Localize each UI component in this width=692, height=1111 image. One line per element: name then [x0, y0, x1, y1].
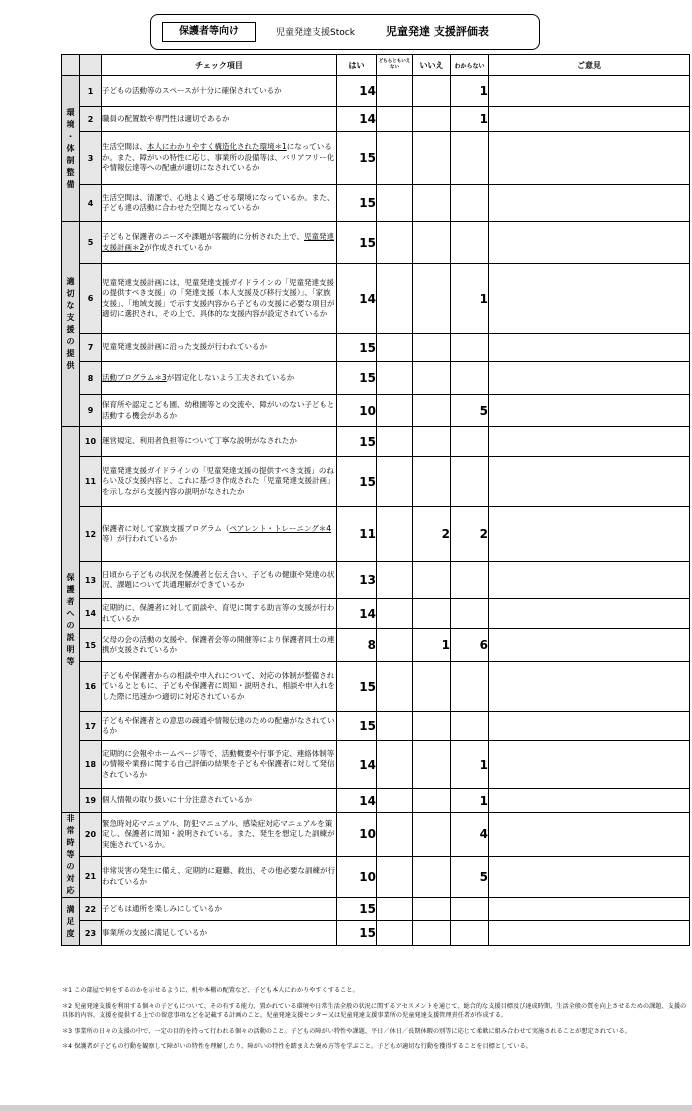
- check-item-fragment: が固定化しないよう工夫されているか: [166, 372, 295, 382]
- table-row: [62, 427, 690, 457]
- neither-count: [377, 789, 413, 813]
- neither-count: [377, 264, 413, 334]
- opinion-cell: [489, 427, 690, 457]
- footnote-term: ペアレント・トレーニング＊4: [229, 523, 332, 533]
- unknown-count: [451, 334, 489, 362]
- unknown-count: 1: [451, 264, 489, 334]
- opinion-cell: [489, 813, 690, 857]
- category-char: 応: [66, 886, 75, 895]
- unknown-count: [451, 185, 489, 222]
- opinion-cell: [489, 898, 690, 921]
- unknown-count: 1: [451, 741, 489, 789]
- no-count: [413, 362, 451, 395]
- category-cell: [62, 222, 80, 427]
- yes-count: 15: [337, 712, 377, 741]
- yes-count: 13: [337, 562, 377, 599]
- category-char: 備: [66, 179, 75, 189]
- no-count: [413, 107, 451, 132]
- neither-count: [377, 856, 413, 897]
- table-row: [62, 334, 690, 362]
- unknown-count: 1: [451, 107, 489, 132]
- audience-label: 保護者等向け: [162, 22, 256, 42]
- category-char: 常: [66, 826, 75, 835]
- item-number: 22: [80, 898, 102, 921]
- yes-count: 10: [337, 856, 377, 897]
- category-char: 明: [66, 644, 75, 654]
- opinion-cell: [489, 507, 690, 562]
- neither-count: [377, 132, 413, 185]
- yes-count: 11: [337, 507, 377, 562]
- no-count: [413, 132, 451, 185]
- yes-count: 14: [337, 264, 377, 334]
- unknown-count: 1: [451, 789, 489, 813]
- opinion-header: ご意見: [489, 55, 690, 76]
- category-char: 援: [66, 325, 75, 334]
- table-row: [62, 457, 690, 507]
- item-number: 18: [80, 741, 102, 789]
- category-char: 体: [66, 143, 75, 153]
- unknown-count: 1: [451, 76, 489, 107]
- category-char: 者: [66, 596, 75, 606]
- neither-count: [377, 362, 413, 395]
- item-number: 4: [80, 185, 102, 222]
- category-char: 等: [66, 656, 75, 666]
- item-number: 14: [80, 599, 102, 629]
- category-char: の: [66, 862, 75, 871]
- no-count: [413, 427, 451, 457]
- header-row: [62, 55, 690, 76]
- yes-count: 15: [337, 132, 377, 185]
- neither-count: [377, 222, 413, 264]
- yes-count: 15: [337, 427, 377, 457]
- page-bottom-bar: [0, 1105, 692, 1111]
- item-number: 21: [80, 856, 102, 897]
- category-cell: [62, 427, 80, 813]
- opinion-cell: [489, 457, 690, 507]
- table-row: [62, 789, 690, 813]
- opinion-cell: [489, 921, 690, 946]
- footnotes: [62, 986, 687, 1058]
- item-number: 8: [80, 362, 102, 395]
- table-row: [62, 856, 690, 897]
- table-row: [62, 562, 690, 599]
- no-count: [413, 741, 451, 789]
- unknown-count: [451, 222, 489, 264]
- opinion-cell: [489, 107, 690, 132]
- check-item-text: 子どもや保護者との意思の疎通や情報伝達のための配慮がなされているか: [102, 712, 337, 741]
- unknown-count: [451, 662, 489, 712]
- opinion-cell: [489, 712, 690, 741]
- page-title: 児童発達 支援評価表: [386, 25, 489, 38]
- category-char: 足: [66, 916, 75, 926]
- unknown-count: [451, 562, 489, 599]
- no-count: [413, 264, 451, 334]
- yes-count: 15: [337, 898, 377, 921]
- check-item-text: 児童発達支援計画に沿った支援が行われているか: [102, 334, 337, 362]
- no-count: [413, 813, 451, 857]
- neither-count: [377, 629, 413, 662]
- check-item-fragment: になっているか。また、障がいの特性に応じ、事業所の設備等は、バリアフリー化や情報伝達等への配慮が適切になされているか: [102, 142, 335, 173]
- neither-count: [377, 898, 413, 921]
- check-item-fragment: 生活空間は、: [102, 142, 147, 152]
- item-number: 3: [80, 132, 102, 185]
- title-box: [150, 14, 540, 50]
- yes-count: 15: [337, 222, 377, 264]
- no-count: [413, 222, 451, 264]
- check-item-text: 父母の会の活動の支援や、保護者会等の開催等により保護者同士の連携が支援されているか: [102, 629, 337, 662]
- check-item-text: 職員の配置数や専門性は適切であるか: [102, 107, 337, 132]
- check-item-header: チェック項目: [102, 55, 337, 76]
- footnote-term: 活動プログラム＊3: [102, 372, 167, 382]
- no-count: [413, 921, 451, 946]
- check-item-text: 子どもは通所を楽しみにしているか: [102, 898, 337, 921]
- unknown-count: [451, 898, 489, 921]
- item-number: 19: [80, 789, 102, 813]
- item-number: 6: [80, 264, 102, 334]
- neither-count: [377, 507, 413, 562]
- number-header: [80, 55, 102, 76]
- opinion-cell: [489, 132, 690, 185]
- opinion-cell: [489, 662, 690, 712]
- check-item-fragment: 保護者に対して家族支援プログラム（: [102, 523, 230, 533]
- opinion-cell: [489, 264, 690, 334]
- opinion-cell: [489, 362, 690, 395]
- table-row: [62, 662, 690, 712]
- no-count: 1: [413, 629, 451, 662]
- opinion-cell: [489, 222, 690, 264]
- check-item-text: 事業所の支援に満足しているか: [102, 921, 337, 946]
- opinion-cell: [489, 741, 690, 789]
- no-count: [413, 562, 451, 599]
- category-header: [62, 55, 80, 76]
- item-number: 9: [80, 395, 102, 427]
- no-count: [413, 599, 451, 629]
- table-row: [62, 395, 690, 427]
- neither-count: [377, 185, 413, 222]
- neither-count: [377, 741, 413, 789]
- opinion-cell: [489, 789, 690, 813]
- category-char: ・: [66, 131, 75, 141]
- unknown-count: 6: [451, 629, 489, 662]
- yes-count: 14: [337, 107, 377, 132]
- footnote-term: 児童発達支援計画＊2: [102, 232, 334, 252]
- opinion-cell: [489, 334, 690, 362]
- check-item-text: [102, 222, 337, 264]
- yes-count: 15: [337, 334, 377, 362]
- check-item-text: 緊急時対応マニュアル、防犯マニュアル、感染症対応マニュアルを策定し、保護者に周知・説明されている。また、発生を想定した訓練が実施されているか。: [102, 813, 337, 857]
- unknown-count: [451, 132, 489, 185]
- item-number: 5: [80, 222, 102, 264]
- yes-count: 15: [337, 921, 377, 946]
- category-char: 整: [66, 167, 75, 177]
- table-row: [62, 362, 690, 395]
- category-char: 支: [66, 313, 75, 322]
- table-row: [62, 629, 690, 662]
- no-count: [413, 334, 451, 362]
- unknown-count: 5: [451, 856, 489, 897]
- check-item-fragment: が作成されているか: [144, 242, 212, 252]
- neither-count: [377, 662, 413, 712]
- category-char: 対: [66, 874, 75, 883]
- check-item-text: 定期的に会報やホームページ等で、活動概要や行事予定、連絡体制等の情報や業務に関する自己評価の結果を子どもや保護者に対して発信されているか: [102, 741, 337, 789]
- unknown-count: [451, 712, 489, 741]
- no-count: 2: [413, 507, 451, 562]
- neither-count: [377, 76, 413, 107]
- category-char: 提: [66, 349, 75, 358]
- neither-count: [377, 813, 413, 857]
- item-number: 23: [80, 921, 102, 946]
- neither-count: [377, 921, 413, 946]
- yes-count: 14: [337, 76, 377, 107]
- unknown-count: [451, 427, 489, 457]
- category-char: 説: [66, 632, 75, 642]
- unknown-count: 2: [451, 507, 489, 562]
- category-char: 満: [66, 904, 75, 914]
- item-number: 20: [80, 813, 102, 857]
- category-char: 護: [66, 584, 75, 594]
- no-count: [413, 457, 451, 507]
- table-row: [62, 813, 690, 857]
- table-row: [62, 599, 690, 629]
- neither-count: [377, 395, 413, 427]
- footnote: ＊1 この部屋で何をするのかを示せるように、机や本棚の配置など、子ども本人にわかりやすくすること。: [62, 987, 359, 994]
- no-count: [413, 662, 451, 712]
- item-number: 1: [80, 76, 102, 107]
- yes-count: 8: [337, 629, 377, 662]
- category-char: 制: [66, 155, 75, 165]
- neither-count: [377, 599, 413, 629]
- item-number: 11: [80, 457, 102, 507]
- item-number: 12: [80, 507, 102, 562]
- neither-count: [377, 334, 413, 362]
- yes-count: 15: [337, 457, 377, 507]
- table-row: [62, 712, 690, 741]
- no-count: [413, 395, 451, 427]
- category-char: な: [66, 301, 75, 310]
- category-char: 境: [66, 119, 75, 129]
- yes-count: 14: [337, 789, 377, 813]
- check-item-text: [102, 132, 337, 185]
- neither-count: [377, 457, 413, 507]
- table-row: [62, 898, 690, 921]
- check-item-text: 日頃から子どもの状況を保護者と伝え合い、子どもの健康や発達の状況、課題について共通理解ができているか: [102, 562, 337, 599]
- category-char: へ: [66, 608, 75, 618]
- opinion-cell: [489, 629, 690, 662]
- yes-count: 15: [337, 662, 377, 712]
- no-header: いいえ: [413, 55, 451, 76]
- yes-count: 14: [337, 741, 377, 789]
- check-item-text: [102, 362, 337, 395]
- yes-count: 10: [337, 813, 377, 857]
- no-count: [413, 789, 451, 813]
- table-row: [62, 264, 690, 334]
- check-item-text: 子どもや保護者からの相談や申入れについて、対応の体制が整備されているとともに、子どもや保護者に周知・説明され、相談や申入れをした際に迅速かつ適切に対応されているか: [102, 662, 337, 712]
- table-row: [62, 741, 690, 789]
- category-char: の: [66, 620, 75, 630]
- check-item-text: 児童発達支援ガイドラインの「児童発達支援の提供すべき支援」のねらい及び支援内容と、これに基づき作成された「児童発達支援計画」を示しながら支援内容の説明がなされたか: [102, 457, 337, 507]
- category-char: 切: [66, 289, 75, 298]
- footnote: ＊2 児童発達支援を利用する個々の子どもについて、その有する能力、置かれている環境や日常生活全般の状況に関するアセスメントを通じて、総合的な支援目標及び達成時期、生活全般の質を向上させるための課題、支援の具体的内容、支援を提供する上での留意事項などを記載する計画のこと。児童発達支援センター又は児童発達支援事業所の児童発達支援管理責任者が作成する。: [62, 1002, 687, 1019]
- unknown-count: [451, 921, 489, 946]
- check-item-text: [102, 507, 337, 562]
- footnote: ＊4 保護者が子どもの行動を観察して障がいの特性を理解したり、障がいの特性を踏まえた褒め方等を学ぶこと。子どもが適切な行動を獲得することを目標としている。: [62, 1043, 532, 1050]
- category-cell: [62, 813, 80, 898]
- table-row: [62, 132, 690, 185]
- yes-count: 15: [337, 185, 377, 222]
- neither-count: [377, 427, 413, 457]
- opinion-cell: [489, 76, 690, 107]
- no-count: [413, 185, 451, 222]
- unknown-count: [451, 457, 489, 507]
- unknown-count: 4: [451, 813, 489, 857]
- evaluation-table: [61, 54, 690, 946]
- opinion-cell: [489, 856, 690, 897]
- opinion-cell: [489, 185, 690, 222]
- check-item-text: 非常災害の発生に備え、定期的に避難、救出、その他必要な訓練が行われているか: [102, 856, 337, 897]
- opinion-cell: [489, 562, 690, 599]
- item-number: 2: [80, 107, 102, 132]
- no-count: [413, 712, 451, 741]
- unknown-count: [451, 599, 489, 629]
- yes-count: 14: [337, 599, 377, 629]
- check-item-fragment: 子どもと保護者のニーズや課題が客観的に分析された上で、: [102, 232, 304, 241]
- footnote-term: 本人にわかりやすく構造化された環境＊1: [147, 142, 287, 152]
- check-item-text: 保育所や認定こども園、幼稚園等との交流や、障がいのない子どもと活動する機会があるか: [102, 395, 337, 427]
- footnote: ＊3 事業所の日々の支援の中で、一定の目的を持って行われる個々の活動のこと。子どもの障がい特性や課題、平日／休日／長期休暇の別等に応じて柔軟に組み合わせて実施されることが想定されている。: [62, 1027, 631, 1035]
- check-item-text: 運営規定、利用者負担等について丁寧な説明がなされたか: [102, 427, 337, 457]
- check-item-text: 児童発達支援計画には、児童発達支援ガイドラインの「児童発達支援の提供すべき支援」の「発達支援（本人支援及び移行支援）」、「家族支援」、「地域支援」で示す支援内容から子どもの支援に必要な項目が適切に選択され、その上で、具体的な支援内容が設定されているか: [102, 264, 337, 334]
- opinion-cell: [489, 395, 690, 427]
- no-count: [413, 856, 451, 897]
- table-row: [62, 222, 690, 264]
- brand-name: 児童発達支援Stock: [276, 28, 355, 38]
- neither-count: [377, 562, 413, 599]
- neither-header: どちらともいえない: [377, 55, 413, 76]
- category-char: 非: [66, 814, 75, 823]
- unknown-header: わからない: [451, 55, 489, 76]
- category-cell: [62, 76, 80, 222]
- unknown-count: 5: [451, 395, 489, 427]
- item-number: 13: [80, 562, 102, 599]
- category-char: 度: [66, 928, 75, 938]
- check-item-text: 個人情報の取り扱いに十分注意されているか: [102, 789, 337, 813]
- yes-count: 10: [337, 395, 377, 427]
- item-number: 15: [80, 629, 102, 662]
- check-item-text: 生活空間は、清潔で、心地よく過ごせる環境になっているか。また、子ども達の活動に合わせた空間となっているか: [102, 185, 337, 222]
- item-number: 16: [80, 662, 102, 712]
- yes-header: はい: [337, 55, 377, 76]
- category-char: 保: [66, 572, 75, 582]
- table-row: [62, 76, 690, 107]
- category-char: の: [66, 337, 75, 346]
- table-row: [62, 507, 690, 562]
- category-cell: [62, 898, 80, 946]
- neither-count: [377, 712, 413, 741]
- category-char: 時: [66, 838, 75, 847]
- item-number: 7: [80, 334, 102, 362]
- category-char: 供: [66, 361, 75, 370]
- opinion-cell: [489, 599, 690, 629]
- category-char: 等: [66, 850, 75, 859]
- item-number: 10: [80, 427, 102, 457]
- check-item-text: 子どもの活動等のスペースが十分に確保されているか: [102, 76, 337, 107]
- table-row: [62, 921, 690, 946]
- item-number: 17: [80, 712, 102, 741]
- check-item-text: 定期的に、保護者に対して面談や、育児に関する助言等の支援が行われているか: [102, 599, 337, 629]
- category-char: 適: [66, 277, 75, 286]
- no-count: [413, 898, 451, 921]
- table-row: [62, 107, 690, 132]
- no-count: [413, 76, 451, 107]
- category-char: 環: [66, 107, 75, 117]
- table-row: [62, 185, 690, 222]
- check-item-fragment: 等）が行われているか: [102, 534, 177, 543]
- neither-count: [377, 107, 413, 132]
- yes-count: 15: [337, 362, 377, 395]
- unknown-count: [451, 362, 489, 395]
